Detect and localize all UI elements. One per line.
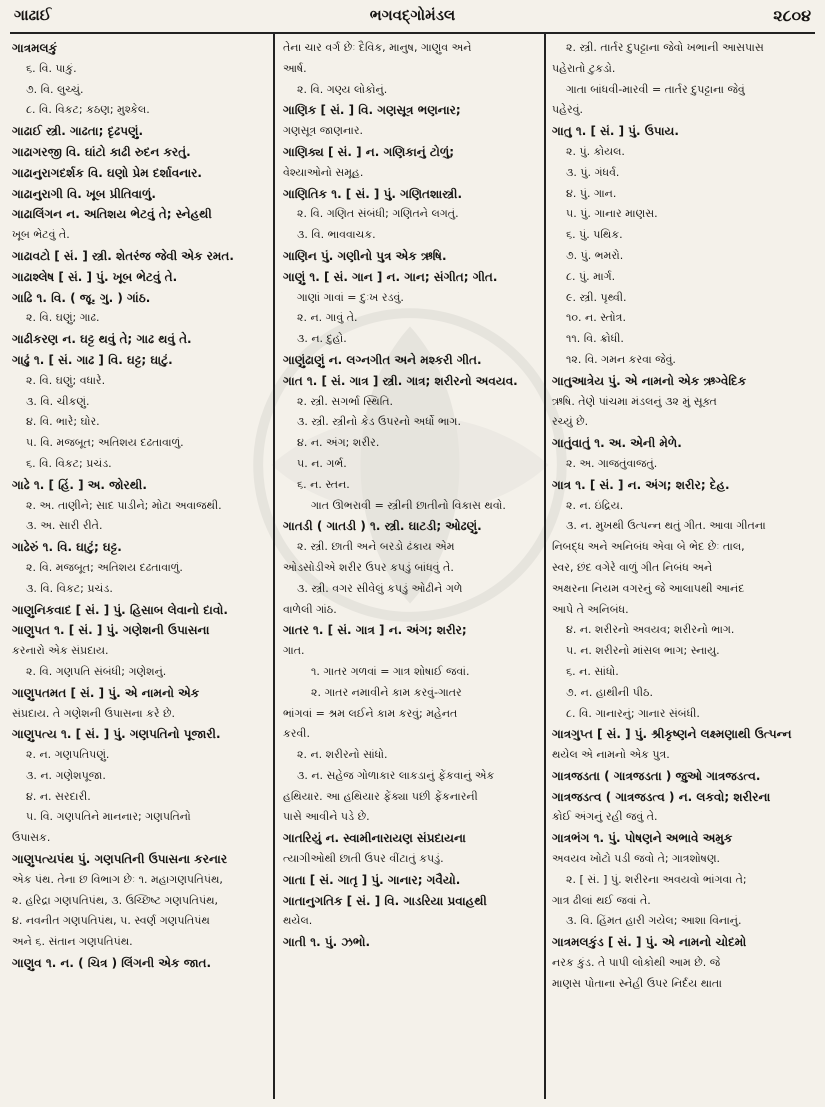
headword-line: ગાતડી ( ગાતડી ) ૧. સ્ત્રી. ઘાટડી; ઓઢણું. — [283, 519, 482, 534]
headword-line: ગાતા [ સં. ગાતૃ ] પું. ગાનાર; ગવૈયો. — [283, 872, 461, 887]
entry-line: ગાત ઊભરાવી = સ્ત્રીની છાતીનો વિકાસ થવો. — [311, 498, 506, 512]
headword-line: ગાઢાનુરાગદર્શક વિ. ઘણો પ્રેમ દર્શાવનાર. — [12, 165, 202, 180]
headword-line: ગાઢાઈ સ્ત્રી. ગાઢતા; દૃઢપણું. — [12, 124, 144, 139]
entry-line: ૪. ન. અંગ; શરીર. — [297, 436, 380, 450]
entry-line: સ્વર, છંદ વગેરે વાળું ગીત નિબંધ અને — [552, 560, 713, 574]
headword-line: ગાત્રગુપ્ત [ સં. ] પું. શ્રીકૃષ્ણને લક્ષ્મણાથી ઉત્પન્ન — [552, 727, 792, 742]
entry-line: ૩. ન. સહેજ ગોળાકાર લાકડાનું ફેંકવાનું એક — [297, 768, 495, 782]
entry-line: ૨. [ સં. ] પું. શરીરના અવયવો ભાંગવા તે; — [566, 872, 747, 886]
headword-line: ગાણુવ ૧. ન. ( ચિત્ર ) લિંગની એક જાત. — [12, 956, 212, 971]
entry-line: વેશ્યાઓનો સમૂહ. — [283, 165, 364, 179]
entry-line: ૨. વિ. ઘણું; ગાઢ. — [26, 311, 100, 325]
entry-line: થયેલ એ નામનો એક પુત્ર. — [552, 748, 670, 762]
entry-line: ઓડસોડીએ શરીર ઉપર કપડું બાંધવું તે. — [283, 560, 454, 574]
column-separator — [544, 34, 546, 1099]
entry-line: ૪. પું. ગાન. — [566, 186, 617, 200]
headword-line: ગાત્રમલકું — [12, 41, 58, 55]
headword-line: ગાઢાશ્લેષ [ સં. ] પું. ખૂબ ભેટવું તે. — [12, 269, 178, 284]
entry-line: સંપ્રદાય. તે ગણેશની ઉપાસના કરે છે. — [12, 706, 176, 720]
entry-line: ૨. અ. તાણીને; સાદ પાડીને; મોટા અવાજથી. — [26, 498, 222, 512]
entry-line: માણસ પોતાના સ્નેહી ઉપર નિર્દય થાતા — [552, 976, 722, 990]
column-1 — [12, 38, 268, 1101]
entry-line: ૬. ન. સાંધો. — [566, 664, 619, 678]
entry-line: ૨. સ્ત્રી. સગર્ભા સ્થિતિ. — [297, 394, 393, 408]
entry-line: ૩. વિ. હિંમત હારી ગયેલ; આશા વિનાનું. — [566, 914, 742, 928]
entry-line: ૨. વિ. ગણપતિ સંબંધી; ગણેશનું. — [26, 664, 167, 678]
entry-line: ૨. ન. ગણપતિપણું. — [26, 748, 110, 762]
column-3 — [552, 38, 814, 1101]
entry-line: ૩. વિ. ચીકણું. — [26, 394, 90, 408]
entry-line: તેના ચાર વર્ગ છેઃ દૈવિક, માનુષ, ગાણુવ અને — [283, 41, 472, 54]
headword-line: ગાત ૧. [ સં. ગાત્ર ] સ્ત્રી. ગાત્ર; શરીરનો અવયવ. — [283, 373, 518, 388]
headword-line: ગાતુંવાતું ૧. અ. એની મેળે. — [552, 436, 682, 451]
entry-line: ૫. ન. ગર્ભ. — [297, 456, 347, 470]
entry-line: ૨. હરિદ્રા ગણપતિપંથ, ૩. ઉચ્છિષ્ટ ગણપતિપંથ, — [12, 893, 219, 907]
entry-line: વાળેલી ગાંઠ. — [283, 602, 337, 616]
entry-line: ૨. ન. શરીરનો સાંધો. — [297, 748, 388, 762]
entry-line: હથિયાર. આ હથિયાર ફેંક્યા પછી ફેંકનારની — [283, 789, 478, 803]
entry-line: ૭. ન. હાથીની પીઠ. — [566, 685, 653, 699]
headword-line: ગાત્રમલકુંડ [ સં. ] પું. એ નામનો ચોદમો — [552, 935, 747, 950]
headword-line: ગાણુનિકવાદ [ સં. ] પું. હિસાબ લેવાનો દાવો. — [12, 602, 228, 617]
entry-line: ૨. ન. ઇંદ્રિય. — [566, 498, 624, 512]
entry-line: પહેરાતો ટુકડો. — [552, 61, 616, 75]
entry-line: ૪. ન. શરીરનો અવયવ; શરીરનો ભાગ. — [566, 623, 735, 637]
entry-line: ૨. પું. કોયલ. — [566, 144, 625, 158]
entry-line: ૪. નવનીત ગણપતિપંથ, ૫. સ્વર્ણ ગણપતિપંથ — [12, 914, 210, 928]
entry-line: ઉપાસક. — [12, 831, 51, 845]
headword-line: ગાત્ર ૧. [ સં. ] ન. અંગ; શરીર; દેહ. — [552, 477, 730, 492]
entry-line: આપે તે અનિબંધ. — [552, 602, 629, 616]
column-2 — [283, 38, 539, 1101]
entry-line: ૩. ન. દુહો. — [297, 332, 347, 346]
entry-line: પહેરવું. — [552, 103, 583, 117]
entry-line: નિબદ્ધ અને અનિબંધ એવા બે ભેદ છેઃ તાલ, — [552, 540, 745, 554]
entry-line: ૫. પું. ગાનાર માણસ. — [566, 207, 658, 221]
entry-line: ૧. ગાતર ગળવાં = ગાત્ર શોષાઈ જવાં. — [311, 664, 470, 678]
entry-line: કરવી. — [283, 727, 310, 741]
entry-line: ૨. વિ. ગણ્ય લોકોનું. — [297, 82, 388, 96]
entry-line: ગાત. — [283, 644, 305, 658]
entry-line: ૩. ન. મુખથી ઉત્પન્ન થતું ગીત. આવા ગીતના — [566, 519, 766, 533]
headword-line: ગાણું ૧. [ સં. ગાન ] ન. ગાન; સંગીત; ગીત. — [283, 269, 498, 284]
headword-line: ગાણુપત ૧. [ સં. ] પું. ગણેશની ઉપાસના — [12, 623, 210, 638]
headword-line: ગાણિક [ સં. ] વિ. ગણસૂત્ર ભણનાર; — [283, 103, 461, 118]
headword-line: ગાતુઆત્રેય પું. એ નામનો એક ઋગ્વેદિક — [552, 373, 747, 388]
entry-line: ૪. ન. સરદારી. — [26, 789, 91, 803]
entry-line: ૪. વિ. ભારે; ઘોર. — [26, 415, 100, 429]
entry-line: ૧૦. ન. સ્તોત્ર. — [566, 311, 626, 325]
headword-line: ગાત્રજડત્વ ( ગાત્રજડત્વ ) ન. લકવો; શરીરના — [552, 789, 771, 804]
headword-line: ગાણિન પું. ગણીનો પુત્ર એક ઋષિ. — [283, 248, 447, 263]
page-header — [14, 6, 811, 30]
entry-line: અને ૬. સંતાન ગણપતિપંથ. — [12, 935, 133, 949]
entry-line: ૩. સ્ત્રી. વગર સીવેલું કપડું ઓઢીને ગળે — [297, 581, 463, 595]
entry-line: ૩. વિ. ભાવવાચક. — [297, 228, 376, 242]
entry-line: ૩. પું. ગંધર્વ. — [566, 165, 620, 179]
headword-line: ગાતાનુગતિક [ સં. ] વિ. ગાડરિયા પ્રવાહથી — [283, 893, 487, 908]
entry-line: ૨. સ્ત્રી. છાતી અને બરડો ઢંકાય એમ — [297, 540, 455, 554]
headword-line: ગાણુપત્ય ૧. [ સં. ] પું. ગણપતિનો પૂજારી. — [12, 727, 221, 742]
entry-line: ૯. સ્ત્રી. પૃથ્વી. — [566, 290, 627, 304]
headword-line: ગાઢિ ૧. વિ. ( જૂ. ગુ. ) ગાંઠ. — [12, 290, 151, 305]
entry-line: ૮. વિ. ગાનારનું; ગાનાર સંબંધી. — [566, 706, 700, 720]
headword-line: ગાતુ ૧. [ સં. ] પું. ઉપાય. — [552, 124, 679, 139]
entry-line: ૫. ન. શરીરનો માંસલ ભાગ; સ્નાયુ. — [566, 644, 720, 658]
entry-line: ખૂબ ભેટવું તે. — [12, 228, 70, 242]
entry-line: ૫. વિ. ગણપતિને માનનાર; ગણપતિનો — [26, 810, 191, 824]
entry-line: ૨. સ્ત્રી. તાર્તર દુપટ્ટાના જેવો ખભાની આસપાસ — [566, 41, 764, 54]
entry-line: ૩. વિ. વિકટ; પ્રચંડ. — [26, 581, 113, 595]
headword-line: ગાઢે ૧. [ હિં. ] અ. જોરથી. — [12, 477, 147, 492]
entry-line: ૧૧. વિ. ક્રોધી. — [566, 332, 624, 346]
entry-line: ત્યાગીઓથી છાતી ઉપર વીંટાતું કપડું. — [283, 852, 444, 866]
headword-line: ગાતરિયું ન. સ્વામીનારાયણ સંપ્રદાયના — [283, 831, 466, 846]
entry-line: ગાણાં ગાવાં = દુઃખ રડવું. — [297, 290, 404, 304]
entry-line: ૩. સ્ત્રી. સ્ત્રીનો કેડ ઉપરનો અર્ધો ભાગ. — [297, 415, 461, 429]
entry-line: ૩. ન. ગણેશપૂજા. — [26, 768, 106, 782]
entry-line: ૬. વિ. વિકટ; પ્રચંડ. — [26, 456, 112, 470]
entry-line: ભાંગવાં = શ્રમ લઈને કામ કરવું; મહેનત — [283, 706, 458, 720]
entry-line: કોઈ અંગનું રહી જવું તે. — [552, 810, 658, 824]
headword-line: ગાત્રભંગ ૧. પું. પોષણને અભાવે અમુક — [552, 831, 733, 846]
headword-line: ગાત્રજડતા ( ગાત્રજડતા ) જુઓ ગાત્રજડત્વ. — [552, 768, 761, 783]
entry-line: ૨. વિ. ઘણું; વધારે. — [26, 373, 106, 387]
headword-line: ગાતી ૧. પું. ઝભો. — [283, 935, 371, 950]
page-number: ૨૮૦૪ — [773, 6, 811, 25]
entry-line: ૨. ગાતર નમાવીને કામ કરવું-ગાતર — [311, 685, 462, 699]
entry-line: થયેલ. — [283, 914, 313, 928]
entry-line: નરક કુંડ. તે પાપી લોકોથી આમ છે. જે — [552, 956, 721, 970]
entry-line: ૫. વિ. મજબૂત; અતિશય દઢતાવાળું. — [26, 436, 184, 450]
entry-line: કરનારો એક સંપ્રદાય. — [12, 644, 109, 658]
entry-line: ૨. અ. ગાજતુંવાજતું. — [566, 456, 658, 470]
entry-line: ૭. વિ. લુચ્ચું. — [26, 82, 84, 96]
entry-line: એક પંથ. તેના છ વિભાગ છેઃ ૧. મહાગણપતિપંથ, — [12, 872, 223, 886]
entry-line: ગણસૂત્ર જાણનાર. — [283, 124, 364, 138]
headword-line: ગાઢાનુરાગી વિ. ખૂબ પ્રીતિવાળું. — [12, 186, 156, 201]
headword-line: ગાઢાગરજી વિ. ઘાંટો કાઢી રુદન કરતું. — [12, 144, 191, 159]
entry-line: ૩. અ. સારી રીતે. — [26, 519, 103, 533]
column-separator — [273, 34, 275, 1099]
entry-line: ગાત્ર ઢીલાં થઈ જવાં તે. — [552, 893, 651, 907]
headword-line: ગાણુંઢાણું ન. લગ્નગીત અને મશ્કરી ગીત. — [283, 352, 482, 367]
headword-line: ગાઢેરું ૧. વિ. ઘાટું; ઘટ્ટ. — [12, 540, 122, 555]
guide-word: ગાઢાઈ — [14, 6, 52, 24]
entry-line: ૬. ન. સ્તન. — [297, 477, 350, 491]
entry-line: ઋષિ. તેણે પાંચમા મંડલનું ૩૨ મું સૂક્ત — [552, 394, 717, 408]
entry-line: અક્ષરના નિયમ વગરનું જે આલાપથી આનંદ — [552, 581, 745, 595]
entry-line: ૨. ન. ગાવું તે. — [297, 311, 358, 325]
entry-line: આર્ષ. — [283, 61, 307, 75]
book-title: ભગવદ્ગોમંડલ — [369, 6, 456, 24]
header-rule — [10, 32, 815, 34]
entry-line: ૧૨. વિ. ગમન કરવા જેવું. — [566, 352, 676, 366]
headword-line: ગાતર ૧. [ સં. ગાત્ર ] ન. અંગ; શરીર; — [283, 623, 467, 638]
entry-line: ગાતા બાંધવી-મારવી = તાર્તર દુપટ્ટાના જેવું — [566, 82, 745, 96]
headword-line: ગાણિતિક ૧. [ સં. ] પું. ગણિતશાસ્ત્રી. — [283, 186, 463, 201]
entry-line: અવયવ ખોટો પડી જવો તે; ગાત્રશોષણ. — [552, 852, 721, 866]
entry-line: ૨. વિ. ગણિત સંબંધી; ગણિતને લગતું. — [297, 207, 459, 221]
entry-line: ૬. વિ. પાકું. — [26, 61, 77, 75]
headword-line: ગાણિક્ય [ સં. ] ન. ગણિકાનું ટોળું; — [283, 144, 455, 159]
headword-line: ગાઢું ૧. [ સં. ગાઢ ] વિ. ઘટ્ટ; ઘાટું. — [12, 352, 173, 367]
entry-line: ૬. પું. પથિક. — [566, 228, 623, 242]
headword-line: ગાઢાવટો [ સં. ] સ્ત્રી. શેતરંજ જેવી એક રમત. — [12, 248, 234, 263]
entry-line: ૭. પું. ભમરો. — [566, 248, 624, 262]
headword-line: ગાઢીકરણ ન. ઘટ્ટ થવું તે; ગાઢ થવું તે. — [12, 332, 192, 347]
entry-line: પાસે આવીને પડે છે. — [283, 810, 370, 824]
entry-line: રચ્યું છે. — [552, 415, 589, 429]
headword-line: ગાઢાલિંગન ન. અતિશય ભેટવું તે; સ્નેહથી — [12, 207, 212, 222]
headword-line: ગાણુપત્યપંથ પું. ગણપતિની ઉપાસના કરનાર — [12, 852, 228, 867]
entry-line: ૨. વિ. મજબૂત; અતિશય દઢતાવાળું. — [26, 560, 183, 574]
entry-line: ૮. વિ. વિકટ; કઠણ; મુશ્કેલ. — [26, 103, 150, 117]
headword-line: ગાણુપતમત [ સં. ] પું. એ નામનો એક — [12, 685, 200, 700]
entry-line: ૮. પું. માર્ગ. — [566, 269, 616, 283]
